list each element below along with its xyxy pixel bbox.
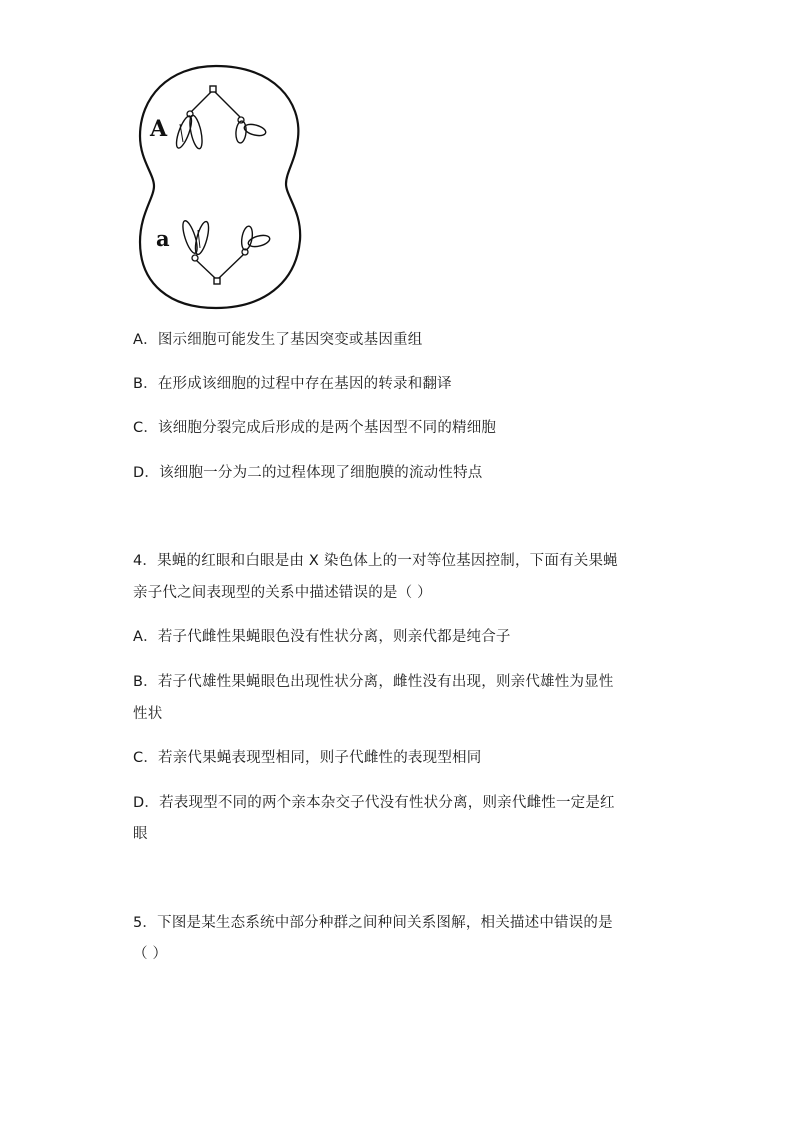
upper-right-chromosome-arm [235, 121, 247, 144]
gene-label-lower: a [156, 226, 170, 251]
q3-option-d: D．该细胞一分为二的过程体现了细胞膜的流动性特点 [133, 465, 483, 481]
cell-division-figure [134, 62, 306, 312]
q4-option-b-line1: B．若子代雄性果蝇眼色出现性状分离，雌性没有出现，则亲代雄性为显性 [133, 674, 614, 690]
q5-stem-line2: （ ） [133, 946, 168, 962]
q4-option-b-line2: 性状 [133, 706, 163, 722]
cell-diagram [134, 62, 306, 312]
cell-membrane [140, 66, 300, 308]
q5-stem-line1: 5．下图是某生态系统中部分种群之间种间关系图解，相关描述中错误的是 [133, 915, 613, 931]
q4-stem-line2: 亲子代之间表现型的关系中描述错误的是（ ） [133, 585, 432, 601]
upper-centrosome [210, 86, 216, 92]
q3-option-b: B．在形成该细胞的过程中存在基因的转录和翻译 [133, 376, 452, 392]
gene-label-upper: A [150, 116, 168, 142]
q3-option-a: A．图示细胞可能发生了基因突变或基因重组 [133, 332, 423, 348]
q4-option-d-line1: D．若表现型不同的两个亲本杂交子代没有性状分离，则亲代雌性一定是红 [133, 795, 615, 811]
lower-centrosome [214, 278, 220, 284]
lower-left-centromere [192, 255, 198, 261]
lower-right-chromosome-arm [247, 233, 271, 248]
q3-option-c: C．该细胞分裂完成后形成的是两个基因型不同的精细胞 [133, 420, 497, 436]
upper-left-chromosome-arm [188, 114, 205, 149]
q4-stem-line1: 4．果蝇的红眼和白眼是由 X 染色体上的一对等位基因控制，下面有关果蝇 [133, 553, 618, 569]
q4-option-a: A．若子代雌性果蝇眼色没有性状分离，则亲代都是纯合子 [133, 629, 511, 645]
q4-option-c: C．若亲代果蝇表现型相同，则子代雌性的表现型相同 [133, 750, 482, 766]
q4-option-d-line2: 眼 [133, 826, 148, 842]
